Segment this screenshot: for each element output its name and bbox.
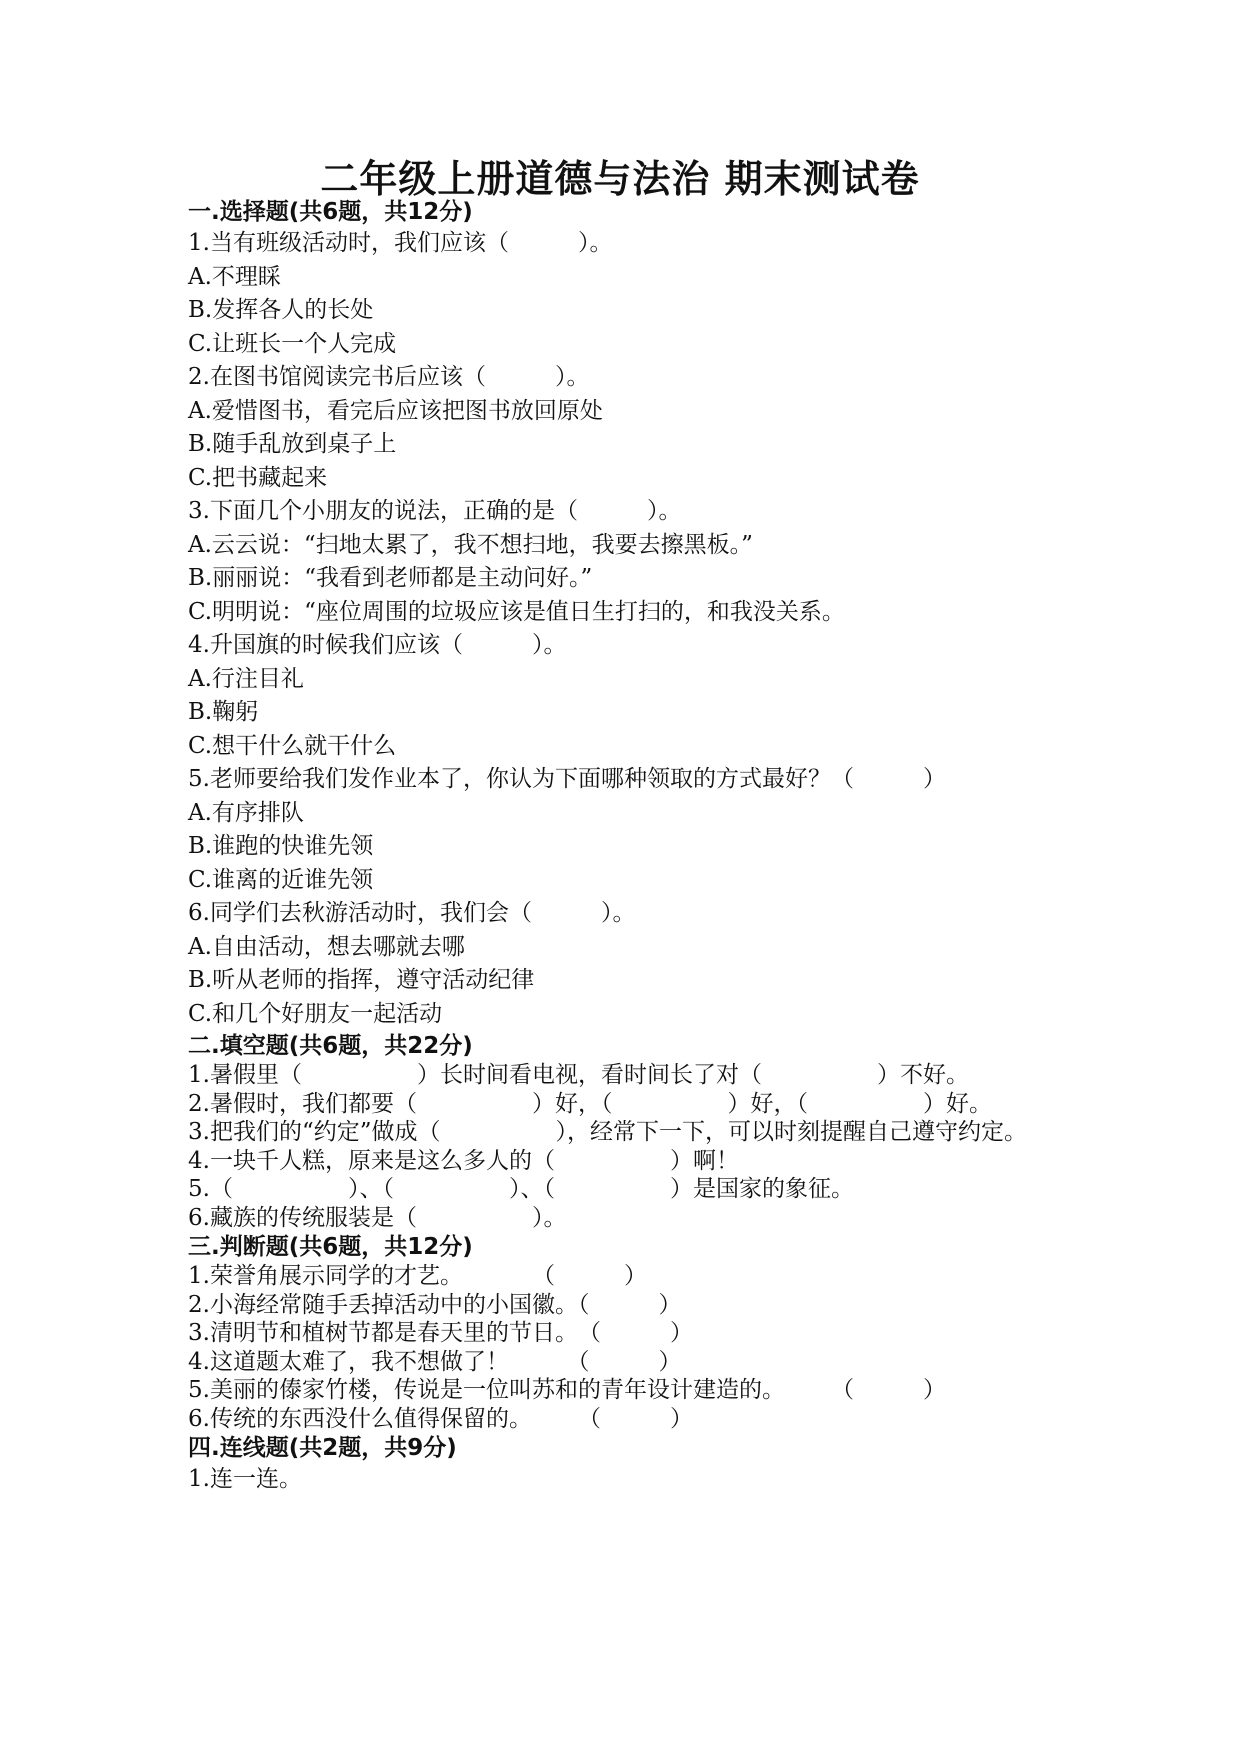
section-true-false: [188, 1232, 1088, 1433]
question-1: 1.当有班级活动时，我们应该（ ）。: [188, 230, 613, 256]
option-line: A.有序排队: [188, 799, 304, 826]
section-matching: [188, 1433, 1088, 1497]
question-4: 4.一块千人糕，原来是这么多人的（ ）啊！: [188, 1147, 739, 1174]
question-2: 2.暑假时，我们都要（ ）好，（ ）好，（ ）好。: [188, 1090, 992, 1117]
section-fill-in-blank: [188, 1031, 1088, 1232]
option-line: C.明明说：“座位周围的垃圾应该是值日生打扫的，和我没关系。: [188, 598, 845, 625]
option-line: B.随手乱放到桌子上: [188, 431, 397, 457]
question-1: 1.连一连。: [188, 1466, 302, 1492]
section-heading: 一.选择题(共6题，共12分): [188, 199, 473, 225]
section-heading: 二.填空题(共6题，共22分): [188, 1033, 473, 1059]
exam-content: [188, 197, 1088, 1497]
section-heading: 四.连线题(共2题，共9分): [188, 1435, 457, 1461]
question-4: 4.升国旗的时候我们应该（ ）。: [188, 632, 567, 658]
question-5: 5.（ ）、（ ）、（ ）是国家的象征。: [188, 1176, 854, 1202]
question-2: 2.在图书馆阅读完书后应该（ ）。: [188, 364, 590, 390]
question-5: 5.美丽的傣家竹楼，传说是一位叫苏和的青年设计建造的。 （ ）: [188, 1377, 946, 1403]
question-6: 6.同学们去秋游活动时，我们会（ ）。: [188, 900, 636, 926]
option-line: A.不理睬: [188, 263, 281, 290]
option-line: B.听从老师的指挥，遵守活动纪律: [188, 967, 535, 993]
question-3: 3.把我们的“约定”做成（ ），经常下一下，可以时刻提醒自己遵守约定。: [188, 1119, 1027, 1145]
option-line: A.爱惜图书，看完后应该把图书放回原处: [188, 397, 603, 424]
question-3: 3.下面几个小朋友的说法，正确的是（ ）。: [188, 498, 682, 524]
question-3: 3.清明节和植树节都是春天里的节日。 （ ）: [188, 1320, 693, 1346]
question-4: 4.这道题太难了，我不想做了！ （ ）: [188, 1348, 682, 1375]
question-1: 1.荣誉角展示同学的才艺。 （ ）: [188, 1263, 647, 1289]
option-line: C.谁离的近谁先领: [188, 866, 374, 893]
option-line: C.把书藏起来: [188, 464, 328, 491]
option-line: B.鞠躬: [188, 699, 259, 725]
option-line: B.谁跑的快谁先领: [188, 833, 374, 859]
section-heading: 三.判断题(共6题，共12分): [188, 1234, 473, 1260]
option-line: A.行注目礼: [188, 665, 304, 692]
option-line: C.让班长一个人完成: [188, 330, 397, 357]
question-2: 2.小海经常随手丢掉活动中的小国徽。（ ）: [188, 1291, 682, 1318]
section-multiple-choice: [188, 197, 1088, 1031]
option-line: C.和几个好朋友一起活动: [188, 1000, 443, 1027]
question-1: 1.暑假里（ ）长时间看电视，看时间长了对（ ）不好。: [188, 1062, 969, 1088]
page-title: 二年级上册道德与法治 期末测试卷: [320, 156, 920, 201]
option-line: B.丽丽说：“我看到老师都是主动问好。”: [188, 565, 593, 591]
option-line: A.自由活动，想去哪就去哪: [188, 933, 465, 960]
option-line: B.发挥各人的长处: [188, 297, 374, 323]
option-line: C.想干什么就干什么: [188, 732, 397, 759]
question-6: 6.传统的东西没什么值得保留的。 （ ）: [188, 1405, 693, 1432]
question-6: 6.藏族的传统服装是（ ）。: [188, 1204, 567, 1231]
option-line: A.云云说：“扫地太累了，我不想扫地，我要去擦黑板。”: [188, 531, 753, 558]
question-5: 5.老师要给我们发作业本了，你认为下面哪种领取的方式最好？（ ）: [188, 766, 946, 792]
